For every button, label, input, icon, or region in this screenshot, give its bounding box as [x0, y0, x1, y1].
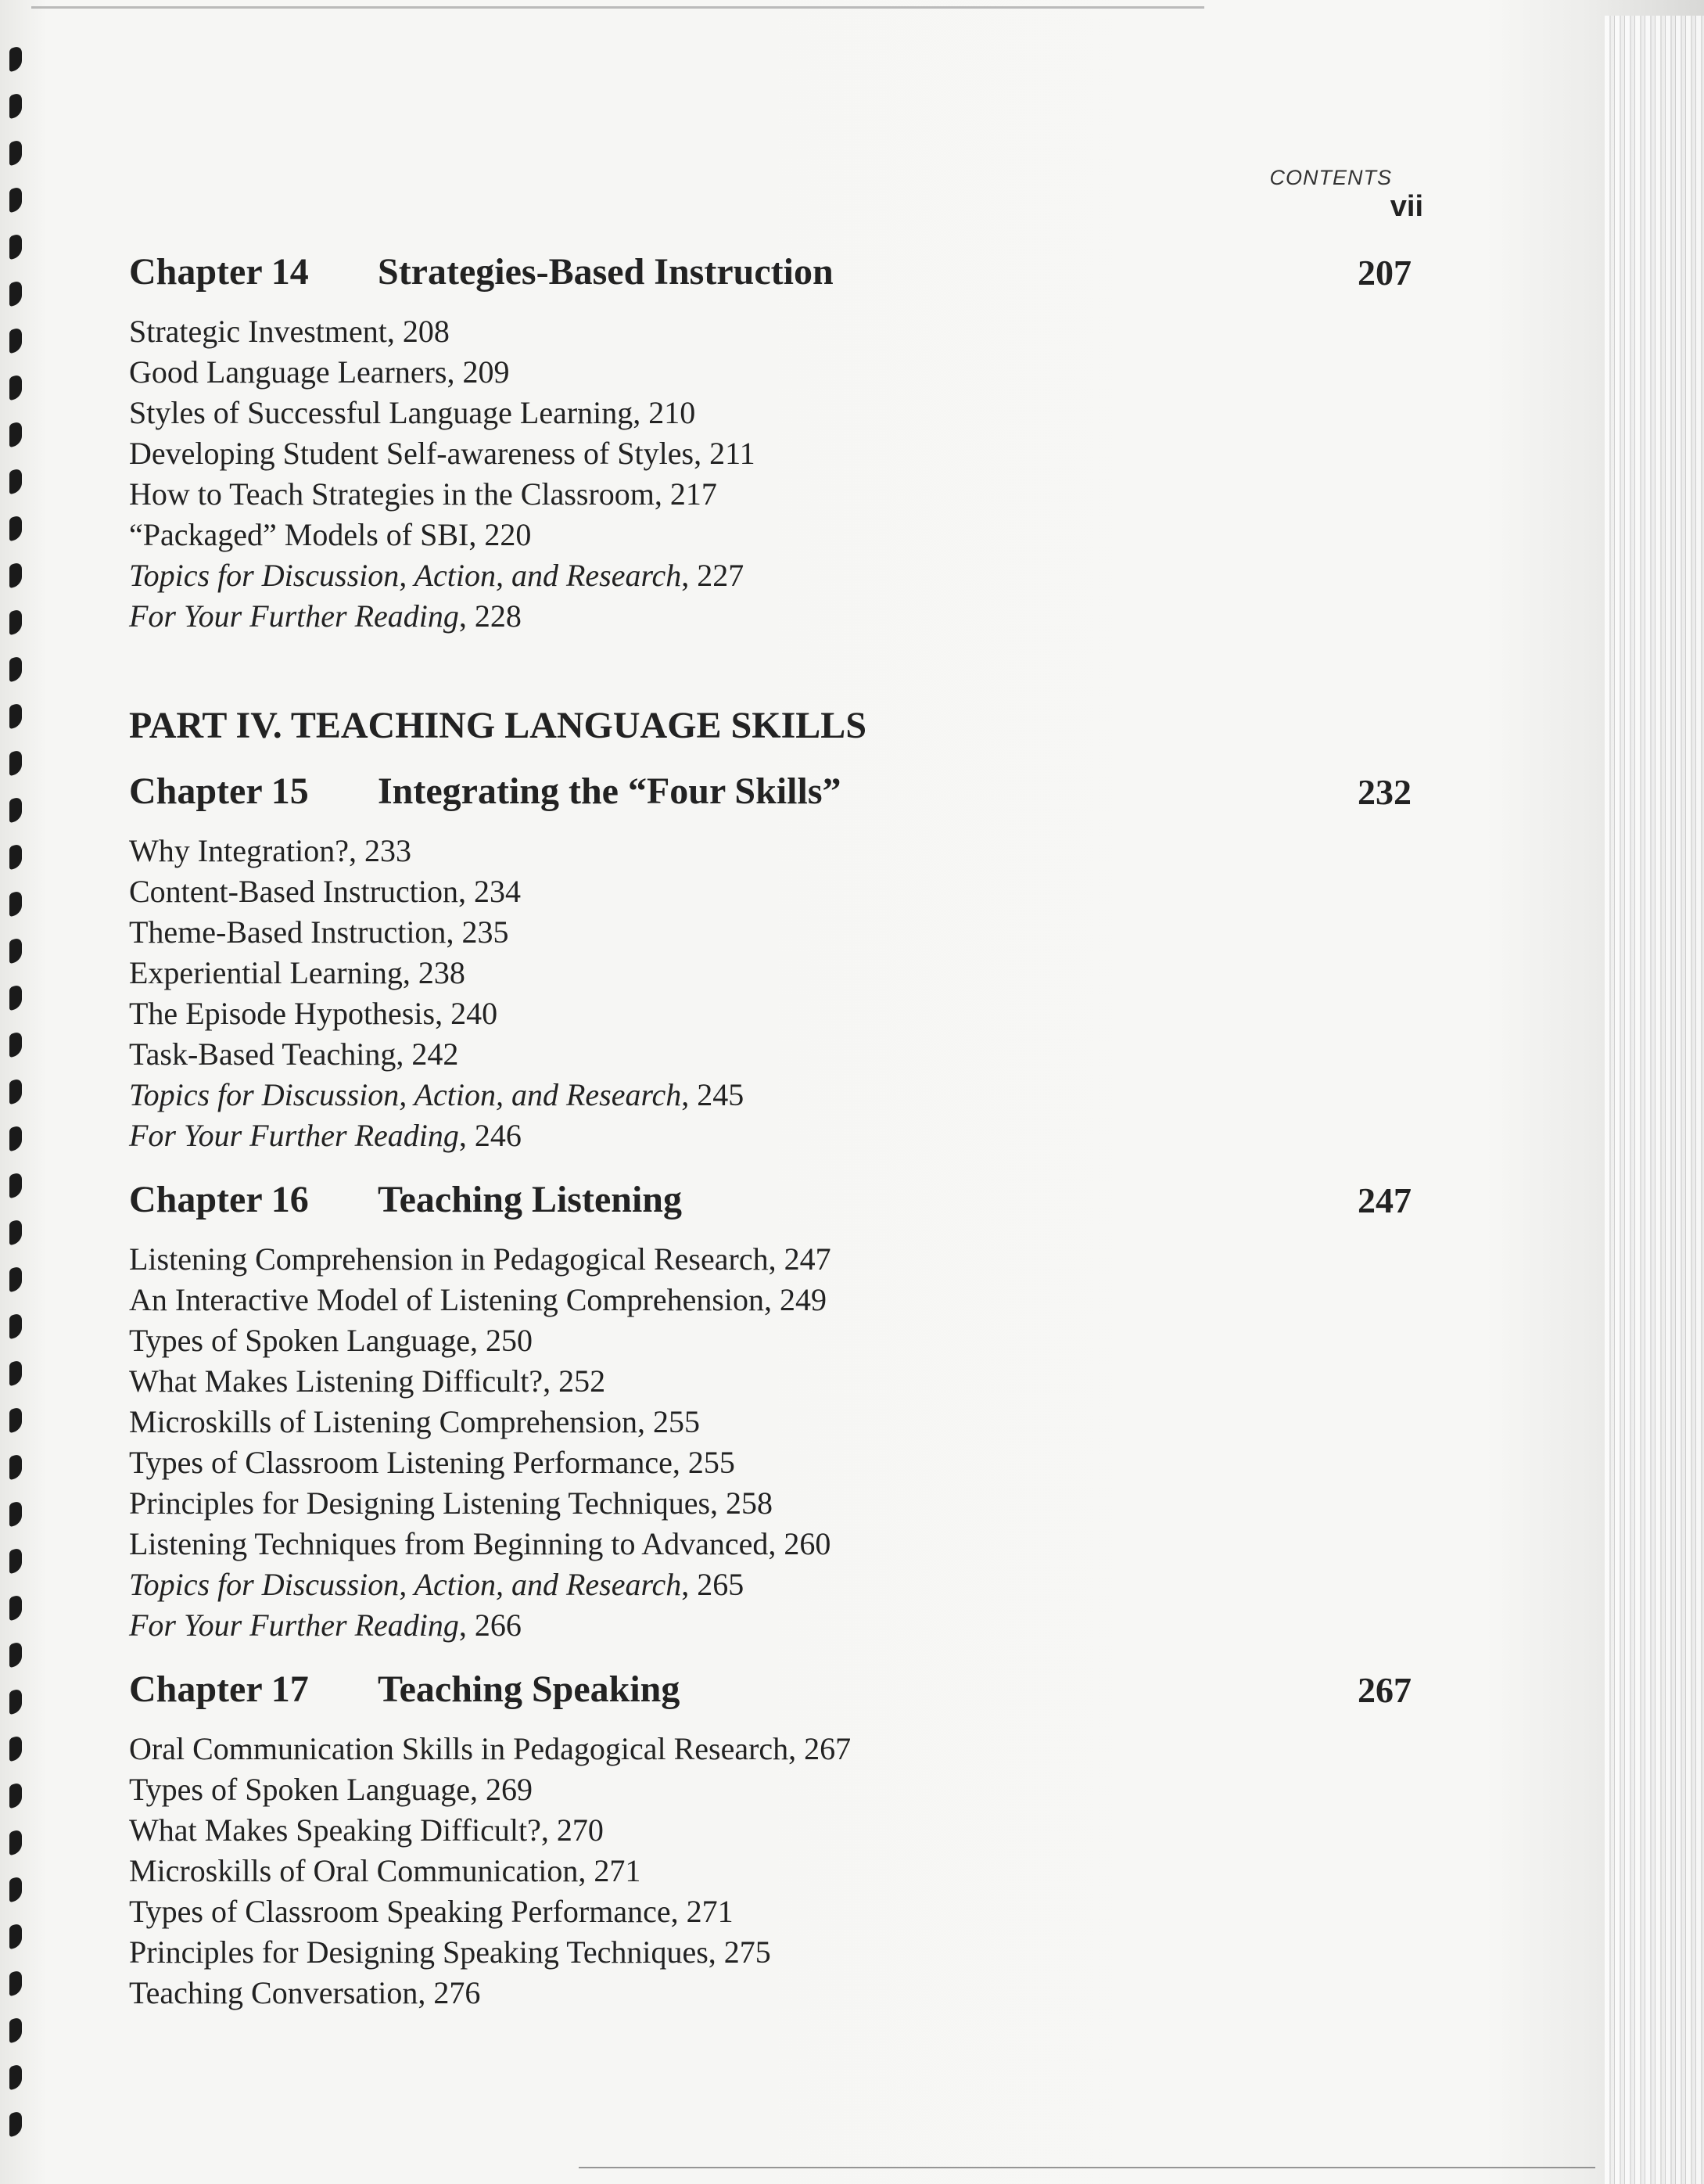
toc-entry[interactable]: Theme-Based Instruction, 235 [129, 914, 509, 950]
toc-entry-page: 234 [474, 874, 522, 909]
toc-entry-page: 238 [418, 955, 465, 990]
toc-entry-title: Listening Techniques from Beginning to Advanced [129, 1526, 769, 1561]
spiral-coil [9, 1171, 22, 1198]
spiral-coil [9, 2110, 22, 2137]
chapter-spacer [129, 1646, 1412, 1668]
chapter-title: Strategies-Based Instruction [378, 251, 834, 293]
toc-entry[interactable]: Strategic Investment, 208 [129, 314, 450, 349]
chapter-title: Integrating the “Four Skills” [378, 771, 841, 812]
toc-entry[interactable]: How to Teach Strategies in the Classroom, 217 [129, 476, 717, 512]
chapter-spacer [129, 2013, 1412, 2035]
toc-entry-title: What Makes Speaking Difficult? [129, 1812, 541, 1848]
toc-entry-title: Principles for Designing Listening Techniques [129, 1485, 711, 1521]
spiral-coil [9, 185, 22, 213]
chapter-spacer [129, 637, 1412, 659]
toc-entry-title: Strategic Investment [129, 314, 387, 349]
running-head-label: CONTENTS [1269, 166, 1392, 189]
chapter-title: Teaching Listening [378, 1179, 682, 1220]
toc-entry-page: 220 [484, 517, 532, 552]
toc-entry-page: 210 [648, 395, 696, 430]
toc-entry-page: 267 [804, 1731, 852, 1766]
toc-entry[interactable]: Microskills of Oral Communication, 271 [129, 1853, 641, 1888]
chapter-title: Teaching Speaking [378, 1669, 680, 1710]
toc-entry[interactable]: Principles for Designing Speaking Techniques, 275 [129, 1934, 771, 1970]
toc-entry[interactable]: The Episode Hypothesis, 240 [129, 996, 498, 1031]
toc-entry-page: 233 [364, 833, 411, 868]
spiral-coil [9, 138, 22, 166]
chapter-page-number: 232 [1358, 772, 1412, 812]
chapter-heading[interactable] [129, 1178, 1412, 1228]
toc-entry-title: “Packaged” Models of SBI [129, 517, 469, 552]
toc-entry-page: 276 [433, 1975, 481, 2010]
toc-entry-title: Topics for Discussion, Action, and Research [129, 1567, 682, 1602]
toc-entry-title: Types of Classroom Speaking Performance [129, 1894, 671, 1929]
toc-entry[interactable]: Oral Communication Skills in Pedagogical Research, 267 [129, 1731, 852, 1766]
spiral-coil [9, 1359, 22, 1386]
toc-entry-page: 217 [669, 476, 717, 512]
toc-entry-title: How to Teach Strategies in the Classroom [129, 476, 655, 512]
toc-entry-page: 250 [485, 1323, 533, 1358]
toc-entry[interactable]: Topics for Discussion, Action, and Research, 245 [129, 1077, 744, 1112]
toc-entry[interactable]: Styles of Successful Language Learning, 210 [129, 395, 696, 430]
toc-entry-page: 269 [485, 1772, 533, 1807]
toc-entry[interactable]: Developing Student Self-awareness of Styles, 211 [129, 436, 755, 471]
toc-entry[interactable]: Teaching Conversation, 276 [129, 1975, 481, 2010]
toc-entry-title: Content-Based Instruction [129, 874, 459, 909]
spiral-coil [9, 796, 22, 823]
toc-entry-title: Oral Communication Skills in Pedagogical Research [129, 1731, 789, 1766]
toc-entry-title: Why Integration? [129, 833, 349, 868]
toc-entry-title: Types of Classroom Listening Performance [129, 1445, 673, 1480]
toc-entry[interactable]: Why Integration?, 233 [129, 833, 411, 868]
toc-entry[interactable]: Microskills of Listening Comprehension, 255 [129, 1404, 700, 1439]
toc-entry-title: Microskills of Oral Communication [129, 1853, 579, 1888]
toc-entry[interactable]: Listening Comprehension in Pedagogical Research, 247 [129, 1241, 831, 1277]
chapter-heading[interactable] [129, 770, 1412, 820]
spiral-coil [9, 420, 22, 447]
toc-entry-title: For Your Further Reading [129, 1118, 459, 1153]
toc-entry-page: 255 [652, 1404, 700, 1439]
toc-entry-title: Types of Spoken Language [129, 1772, 470, 1807]
toc-entry[interactable]: Principles for Designing Listening Techniques, 258 [129, 1485, 773, 1521]
bottom-edge-shadow [579, 2167, 1595, 2168]
toc-entry-title: Experiential Learning [129, 955, 403, 990]
spiral-coil [9, 373, 22, 401]
spiral-coil [9, 1312, 22, 1339]
part-heading: PART IV. TEACHING LANGUAGE SKILLS [129, 705, 867, 746]
toc-entry[interactable]: For Your Further Reading, 246 [129, 1118, 522, 1153]
toc-entry[interactable]: Types of Classroom Speaking Performance, 271 [129, 1894, 734, 1929]
toc-entry[interactable]: Types of Classroom Listening Performance, 255 [129, 1445, 735, 1480]
spiral-coil [9, 702, 22, 729]
toc-entry-title: Theme-Based Instruction [129, 914, 447, 950]
spiral-coil [9, 1922, 22, 1949]
toc-entry-page: 271 [594, 1853, 641, 1888]
toc-entry-page: 260 [784, 1526, 831, 1561]
chapter-page-number: 207 [1358, 253, 1412, 293]
toc-entry-title: For Your Further Reading [129, 598, 459, 634]
toc-entry[interactable]: Topics for Discussion, Action, and Research, 265 [129, 1567, 744, 1602]
spiral-coil [9, 1593, 22, 1621]
spiral-coil [9, 1030, 22, 1058]
top-edge-shadow [31, 6, 1204, 9]
toc-entry-title: Teaching Conversation [129, 1975, 418, 2010]
running-head [1236, 166, 1423, 224]
spiral-coil [9, 92, 22, 119]
toc-entry-title: Topics for Discussion, Action, and Research [129, 1077, 682, 1112]
toc-entry-title: Microskills of Listening Comprehension [129, 1404, 637, 1439]
toc-entry-page: 265 [697, 1567, 744, 1602]
spiral-coil [9, 1969, 22, 1996]
spiral-coil [9, 1640, 22, 1668]
table-of-contents [129, 250, 1412, 2035]
toc-entry-title: Types of Spoken Language [129, 1323, 470, 1358]
toc-entry-page: 246 [474, 1118, 522, 1153]
chapter-label: Chapter 15 [129, 771, 309, 812]
spiral-coil [9, 2063, 22, 2090]
spiral-coil [9, 1406, 22, 1433]
toc-entry-page: 247 [784, 1241, 831, 1277]
spiral-coil [9, 936, 22, 964]
toc-entry[interactable]: Experiential Learning, 238 [129, 955, 465, 990]
toc-entry-page: 242 [411, 1036, 459, 1072]
chapter-label: Chapter 14 [129, 251, 309, 293]
spiral-coil [9, 2016, 22, 2043]
toc-entry[interactable]: “Packaged” Models of SBI, 220 [129, 517, 532, 552]
chapter-label: Chapter 17 [129, 1669, 309, 1710]
spiral-coil [9, 889, 22, 917]
spiral-coil [9, 1218, 22, 1245]
spiral-binding [0, 47, 31, 2159]
toc-entry-page: 258 [726, 1485, 773, 1521]
spiral-coil [9, 1875, 22, 1902]
toc-entry[interactable]: Types of Spoken Language, 269 [129, 1772, 533, 1807]
spiral-coil [9, 561, 22, 588]
chapter-spacer [129, 1156, 1412, 1178]
spiral-coil [9, 1781, 22, 1809]
toc-entry[interactable]: An Interactive Model of Listening Comprehension, 249 [129, 1282, 827, 1317]
toc-entry-page: 255 [687, 1445, 735, 1480]
toc-entry[interactable]: Listening Techniques from Beginning to Advanced, 260 [129, 1526, 831, 1561]
toc-entry[interactable]: What Makes Listening Difficult?, 252 [129, 1363, 606, 1399]
toc-entry-page: 235 [461, 914, 509, 950]
toc-entry[interactable]: Topics for Discussion, Action, and Research, 227 [129, 558, 744, 593]
spiral-coil [9, 514, 22, 541]
spiral-coil [9, 467, 22, 494]
spiral-coil [9, 1687, 22, 1715]
toc-entry-page: 227 [697, 558, 744, 593]
page-stack-edge [1605, 16, 1704, 2184]
toc-entry-page: 211 [709, 436, 755, 471]
toc-entry[interactable]: For Your Further Reading, 228 [129, 598, 522, 634]
spiral-coil [9, 1546, 22, 1574]
toc-entry-title: An Interactive Model of Listening Comprehension [129, 1282, 765, 1317]
toc-entry[interactable]: Types of Spoken Language, 250 [129, 1323, 533, 1358]
toc-entry-title: What Makes Listening Difficult? [129, 1363, 543, 1399]
chapter-heading[interactable] [129, 1668, 1412, 1718]
spiral-coil [9, 1500, 22, 1527]
toc-entry-page: 252 [558, 1363, 606, 1399]
toc-entry[interactable]: Good Language Learners, 209 [129, 354, 510, 390]
toc-entry-page: 271 [686, 1894, 734, 1929]
chapter-page-number: 247 [1358, 1180, 1412, 1220]
running-head-page-number: vii [1390, 190, 1423, 223]
toc-entry-title: Styles of Successful Language Learning [129, 395, 633, 430]
toc-entry-title: Developing Student Self-awareness of Styles [129, 436, 694, 471]
spiral-coil [9, 749, 22, 776]
chapter-label: Chapter 16 [129, 1179, 309, 1220]
spiral-coil [9, 232, 22, 260]
toc-entry-title: Principles for Designing Speaking Techniques [129, 1934, 709, 1970]
toc-entry[interactable]: What Makes Speaking Difficult?, 270 [129, 1812, 604, 1848]
spiral-coil [9, 608, 22, 635]
toc-entry-page: 209 [462, 354, 510, 390]
toc-entry-title: The Episode Hypothesis [129, 996, 436, 1031]
spiral-coil [9, 1734, 22, 1762]
spiral-coil [9, 1077, 22, 1105]
toc-entry-page: 240 [450, 996, 498, 1031]
chapter-page-number: 267 [1358, 1670, 1412, 1710]
toc-entry-page: 249 [780, 1282, 827, 1317]
toc-entry-page: 270 [556, 1812, 604, 1848]
spiral-coil [9, 45, 22, 72]
toc-entry[interactable]: Content-Based Instruction, 234 [129, 874, 522, 909]
spiral-coil [9, 1828, 22, 1855]
toc-entry-title: Listening Comprehension in Pedagogical Research [129, 1241, 769, 1277]
spiral-coil [9, 1265, 22, 1292]
toc-entry-page: 245 [697, 1077, 744, 1112]
toc-entry-title: Task-Based Teaching [129, 1036, 396, 1072]
toc-entry-title: Good Language Learners [129, 354, 447, 390]
spiral-coil [9, 983, 22, 1011]
toc-entry-page: 228 [474, 598, 522, 634]
spiral-coil [9, 842, 22, 870]
toc-entry[interactable]: For Your Further Reading, 266 [129, 1607, 522, 1643]
toc-entry[interactable]: Task-Based Teaching, 242 [129, 1036, 459, 1072]
toc-entry-page: 208 [402, 314, 450, 349]
chapter-heading[interactable] [129, 250, 1412, 300]
toc-entry-page: 266 [474, 1607, 522, 1643]
spiral-coil [9, 1124, 22, 1151]
spiral-coil [9, 326, 22, 354]
spiral-coil [9, 1453, 22, 1480]
spiral-coil [9, 279, 22, 307]
spiral-coil [9, 655, 22, 682]
toc-entry-title: Topics for Discussion, Action, and Research [129, 558, 682, 593]
toc-entry-page: 275 [723, 1934, 771, 1970]
toc-entry-title: For Your Further Reading [129, 1607, 459, 1643]
